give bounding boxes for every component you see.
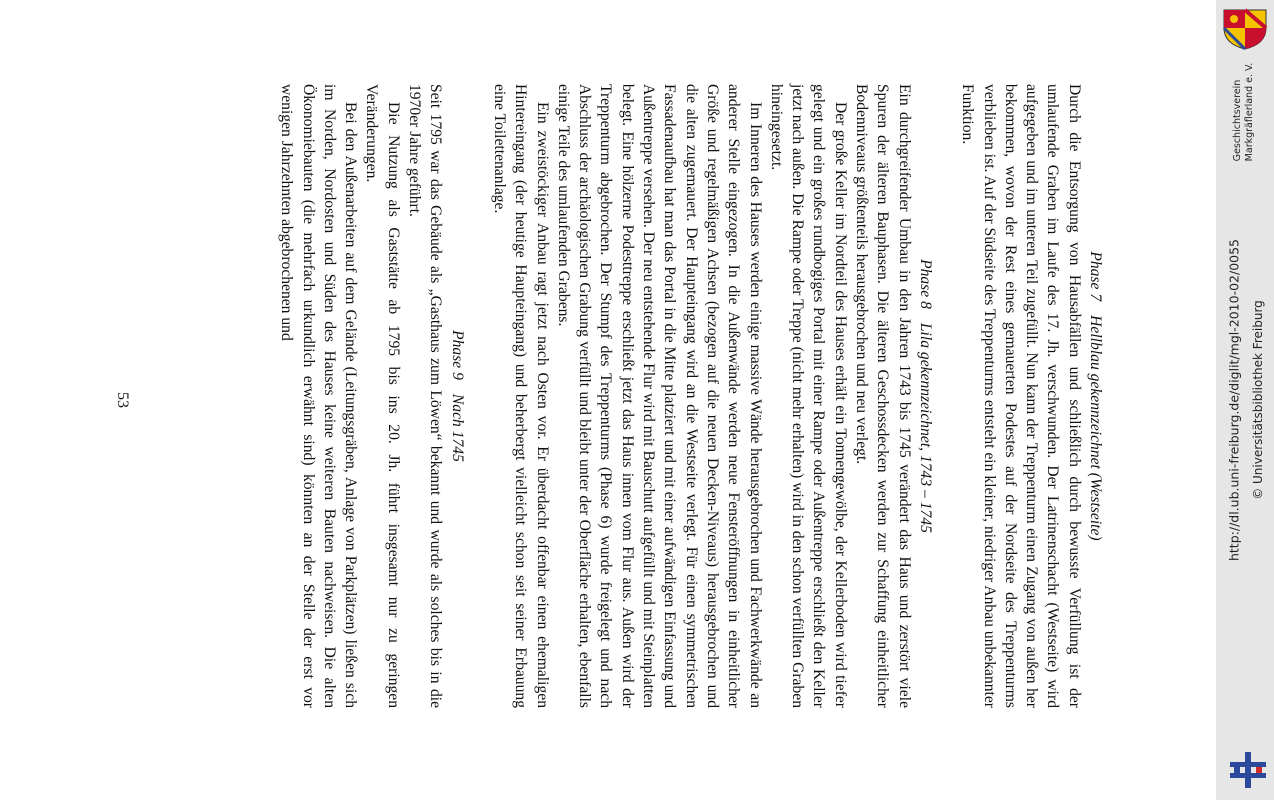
society-line-1: Geschichtsverein xyxy=(1232,79,1243,162)
phase9-paragraph-1: Seit 1795 war das Gebäude als „Gasthaus zum Löwen“ bekannt und wurde als solches bis in die 1970er Jahre geführt. xyxy=(406,84,445,708)
society-label xyxy=(1232,63,1256,162)
society-line-2: Markgräflerland e. V. xyxy=(1244,62,1255,162)
phase9-heading: Phase 9Nach 1745 xyxy=(448,330,466,462)
body-text xyxy=(276,84,1106,708)
phase8-paragraph-3: Im Inneren des Hauses werden einige massive Wände herausgebrochen und Fachwerkwände an anderer Stelle eingezogen. In die Außenwände werden neue Fensteröffnungen in einheitlicher Größe und regelmäßigen Achsen (bezogen auf die neuen Decken-Niveaus) herausgebrochen und die alten zugemauert. Der Haupteingang wird an die Westseite verlegt. Für einen symmetrischen Fassadenaufbau hat man das Portal in die Mitte platziert und mit einer aufwändigen Einfassung und Außentreppe versehen. Der neu entstehende Flur wird mit Bauschutt aufgefüllt und mit Steinplatten belegt. Eine hölzerne Podesttreppe erschließt jetzt das Haus innen vom Flur aus. Außen wird der Treppenturm abgebrochen. Der Stumpf des Treppenturms (Phase 6) wurde freigelegt und nach Abschluss der archäologischen Grabung verfüllt und bleibt unter der Oberfläche erhalten, ebenfalls einige Teile des umlaufenden Grabens. xyxy=(554,84,764,708)
ub-freiburg-logo-icon xyxy=(1226,748,1270,792)
phase8-paragraph-1: Ein durchgreifender Umbau in den Jahren 1743 bis 1745 verändert das Haus und zerstört viele Spuren der älteren Bauphasen. Die älteren Geschossdecken werden zur Schaffung einheitlicher Bodenniveaus größtenteils herausgebrochen und neu verlegt. xyxy=(853,84,913,708)
phase7-paragraph-1: Durch die Entsorgung von Hausabfällen und schließlich durch bewusste Verfüllung ist der umlaufende Graben im Laufe des 17. Jh. verschwunden. Der Latrinenschacht (Westseite) wird aufgegeben und im unteren Teil zugefüllt. Nun kann der Treppenturm einen Zugang von außen her bekommen, wovon der Rest eines gemauerten Podestes auf der Nordseite des Treppenturms verblieben ist. Auf der Südseite des Treppenturms entsteht ein kleiner, niedriger Anbau unbekannter Funktion. xyxy=(959,84,1083,708)
phase8-paragraph-2: Der große Keller im Nordteil des Hauses erhält ein Tonnengewölbe, der Kellerboden wird tiefer gelegt und ein großes rundbogiges Portal mit einer Rampe oder Außentreppe erschließt den Keller jetzt nach außen. Die Rampe oder Treppe (nicht mehr erhalten) wird in den schon verfüllten Graben hineingesetzt. xyxy=(767,84,849,708)
phase8-paragraph-4: Ein zweistöckiger Anbau ragt jetzt nach Osten vor. Er überdacht offenbar einen ehemaligen Hintereingang (der heutige Haupteingang) und beherbergt vielleicht schon seit seiner Erbauung eine Toilettenanlage. xyxy=(490,84,551,708)
phase7-heading: Phase 7Hellblau gekennzeichnet (Westseite) xyxy=(1087,251,1104,541)
copyright-notice: © Universitätsbibliothek Freiburg xyxy=(1251,300,1265,500)
phase9-paragraph-2: Die Nutzung als Gaststätte ab 1795 bis ins 20. Jh. führt insgesamt nur zu geringen Veränderungen. xyxy=(363,84,402,708)
coat-of-arms-icon xyxy=(1222,8,1268,50)
page-number: 53 xyxy=(114,392,131,408)
phase9-paragraph-3: Bei den Außenarbeiten auf dem Gelände (Leitungsgräben, Anlage von Parkplätzen) ließen sich im Norden, Nordosten und Süden des Hauses keine weiteren Bauten nachweisen. Die alten Ökonomiebauten (die mehrfach urkundlich erwähnt sind) könnten an der Stelle der erst vor wenigen Jahrzehnten abgebrochenen und xyxy=(278,84,360,708)
source-url[interactable]: http://dl.ub.uni-freiburg.de/diglit/mgl-2010-02/0055 xyxy=(1226,238,1242,562)
phase8-heading: Phase 8Lila gekennzeichnet, 1743 – 1745 xyxy=(916,259,934,533)
